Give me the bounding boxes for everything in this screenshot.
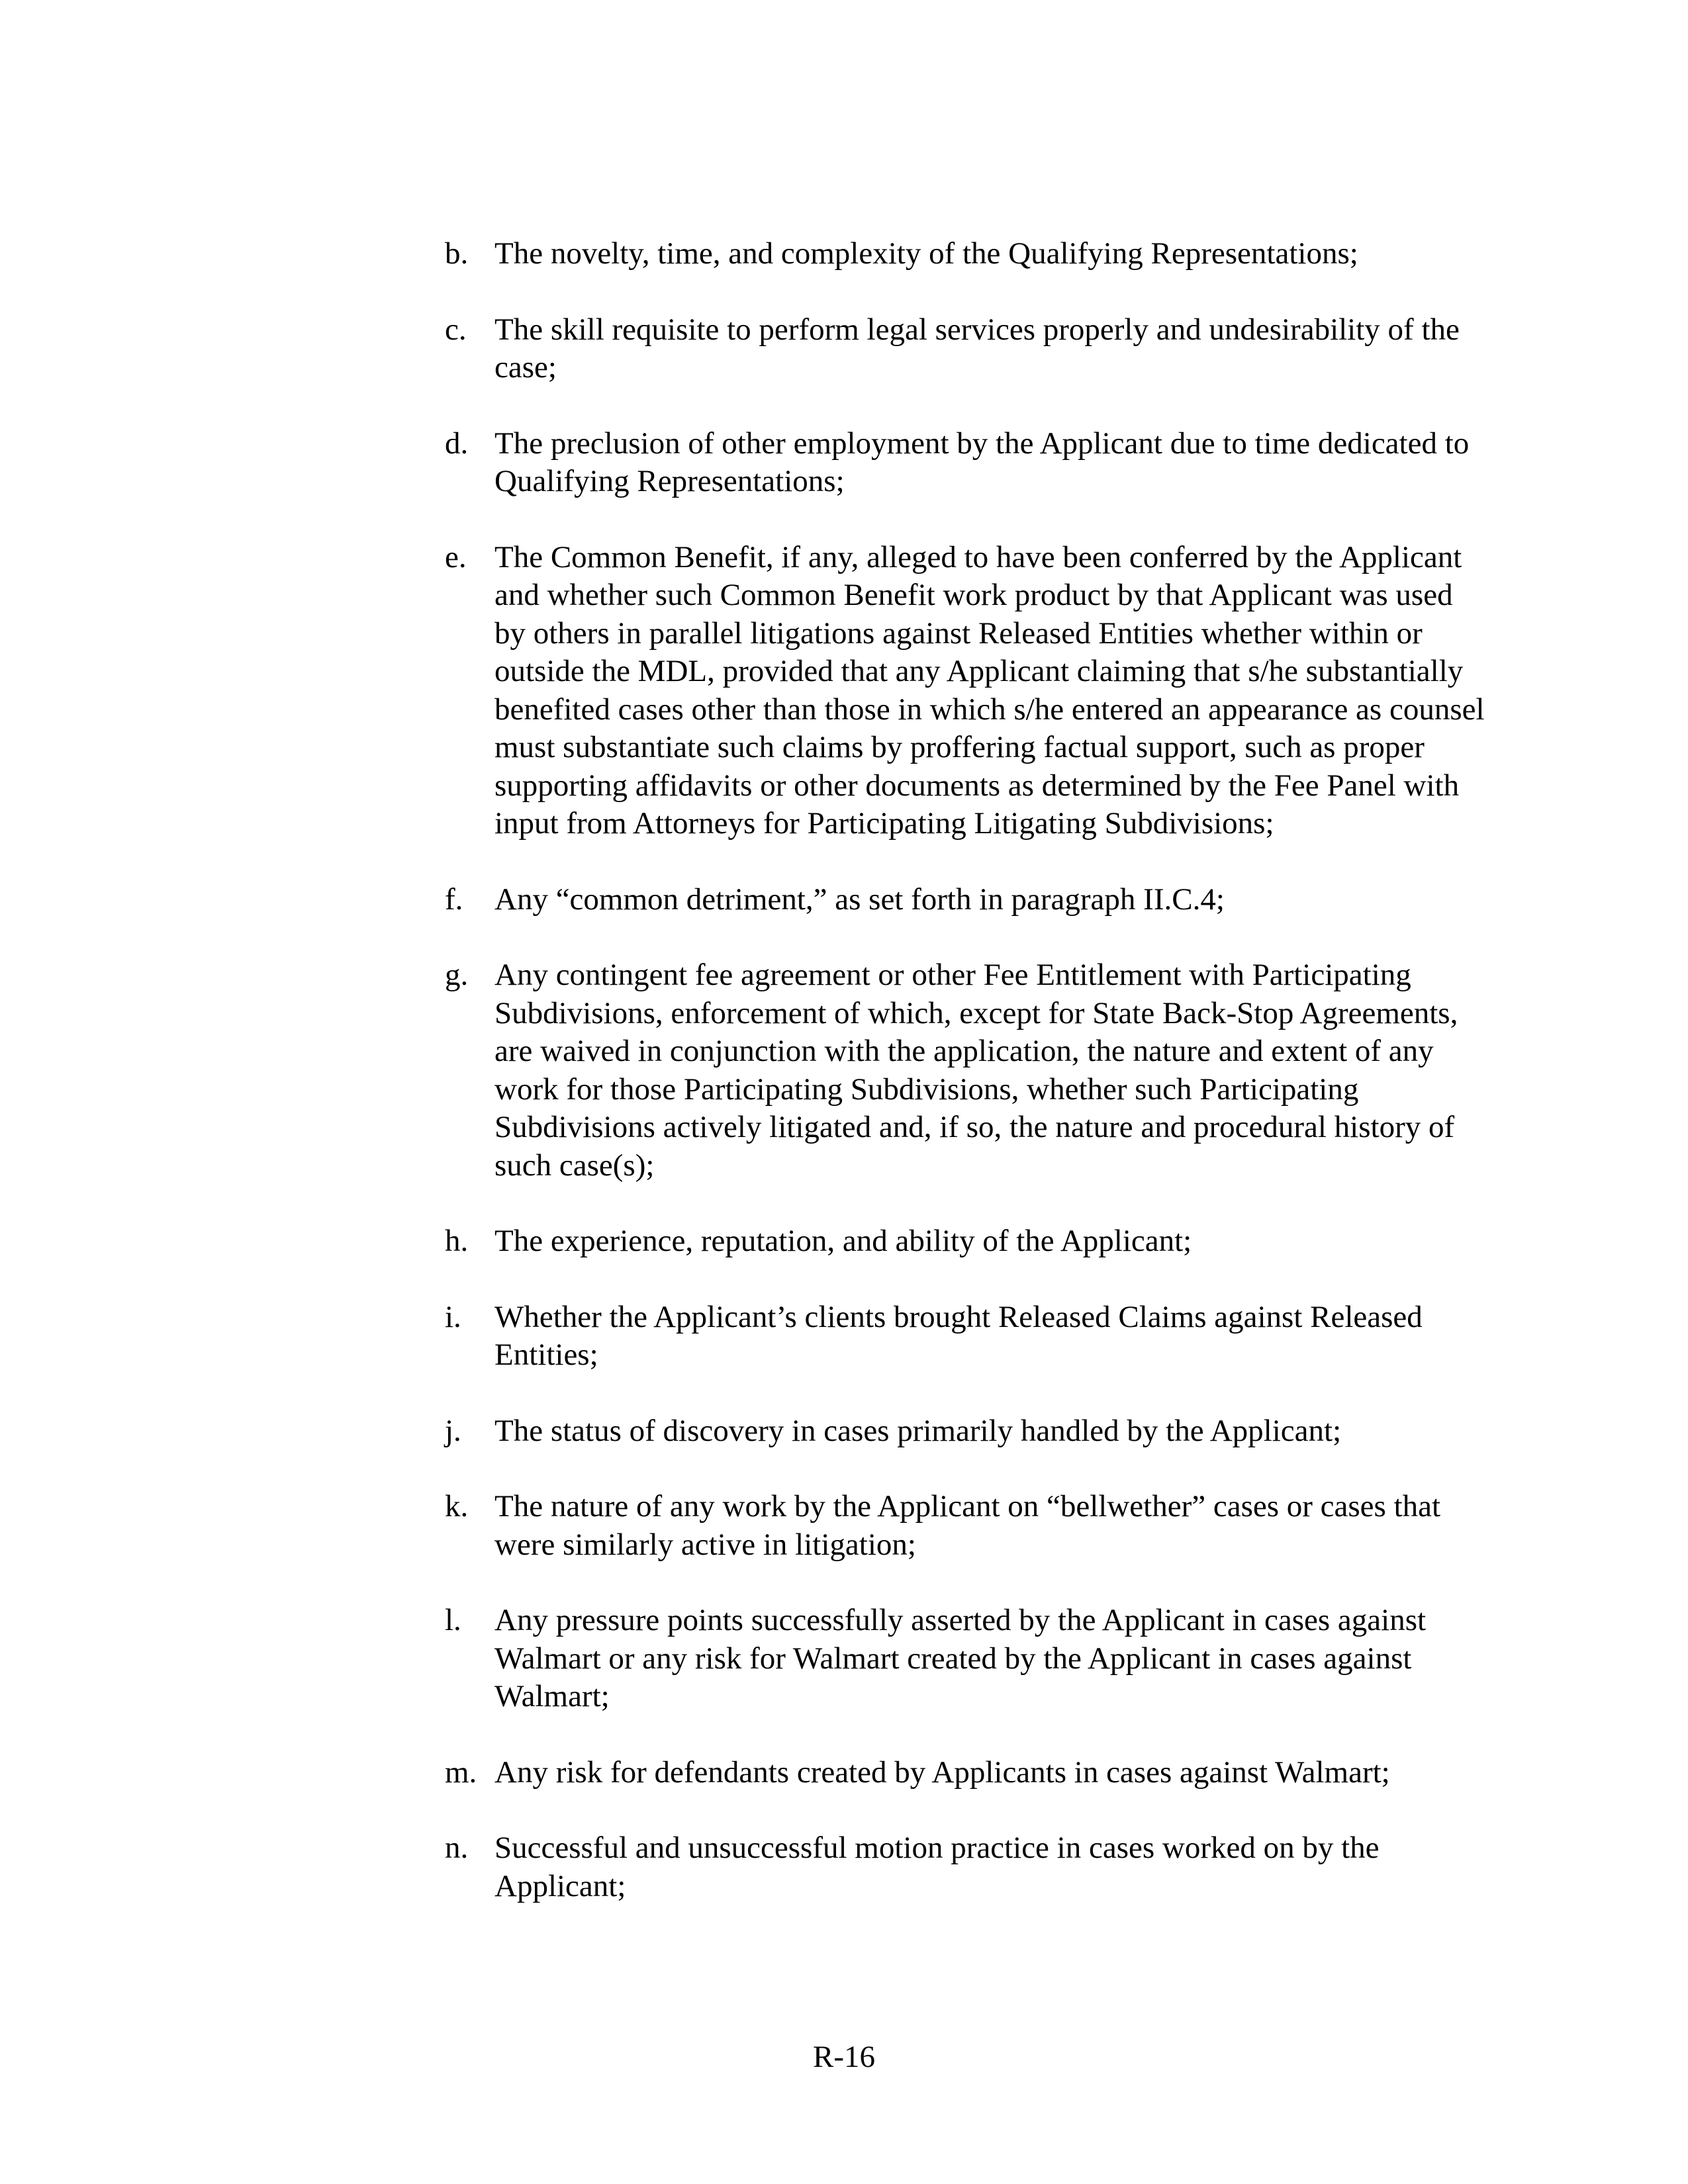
list-item-text: Any “common detriment,” as set forth in paragraph II.C.4;: [494, 882, 1225, 917]
list-item-label: d.: [445, 426, 469, 461]
list-item: [445, 1222, 1491, 1261]
list-item-label: h.: [445, 1224, 469, 1258]
list-item-text: The Common Benefit, if any, alleged to have been conferred by the Applicant and whether such Common Benefit work product by that Applicant was used by others in parallel litigations against Released Entities whether within or outside the MDL, provided that any Applicant claiming that s/he substantially benefited cases other than those in which s/he entered an appearance as counsel must substantiate such claims by proffering factual support, such as proper supporting affidavits or other documents as determined by the Fee Panel with input from Attorneys for Participating Litigating Subdivisions;: [494, 539, 1485, 841]
list-item-label: n.: [445, 1831, 469, 1865]
list-item-text: The skill requisite to perform legal services properly and undesirability of the case;: [494, 312, 1460, 385]
list-item-label: l.: [445, 1603, 461, 1637]
list-item: [445, 1488, 1491, 1564]
list-item-label: g.: [445, 958, 469, 992]
list-item-label: e.: [445, 539, 467, 574]
list-item-text: The experience, reputation, and ability of the Applicant;: [494, 1224, 1192, 1258]
list-item-text: The preclusion of other employment by the Applicant due to time dedicated to Qualifying Representations;: [494, 426, 1470, 498]
list-item-label: b.: [445, 236, 469, 271]
list-item-text: Any contingent fee agreement or other Fee Entitlement with Participating Subdivisions, enforcement of which, except for State Back-Stop Agreements, are waived in conjunction with the application, the nature and extent of any work for those Participating Subdivisions, whether such Participating Subdivisions actively litigated and, if so, the nature and procedural history of such case(s);: [494, 958, 1458, 1183]
list-item: [445, 311, 1491, 387]
list-item: [445, 956, 1491, 1185]
page-number: R-16: [813, 2040, 875, 2074]
list-item: [445, 1602, 1491, 1716]
list-item-text: The status of discovery in cases primarily handled by the Applicant;: [494, 1413, 1342, 1448]
list-item-label: i.: [445, 1299, 461, 1334]
list-item: [445, 425, 1491, 501]
list-item-label: f.: [445, 882, 463, 917]
list-item: [445, 1754, 1491, 1792]
list-item-text: Any risk for defendants created by Applicants in cases against Walmart;: [494, 1754, 1390, 1790]
list-item-text: Successful and unsuccessful motion practice in cases worked on by the Applicant;: [494, 1831, 1380, 1903]
list-item-text: Whether the Applicant’s clients brought Released Claims against Released Entities;: [494, 1299, 1423, 1372]
list-item-label: j.: [445, 1413, 461, 1448]
list-item: [445, 235, 1491, 273]
list-item: [445, 1412, 1491, 1451]
list-item-label: c.: [445, 312, 467, 347]
list-item-text: Any pressure points successfully asserted by the Applicant in cases against Walmart or any risk for Walmart created by the Applicant in cases against Walmart;: [494, 1603, 1427, 1713]
list-item-text: The nature of any work by the Applicant on “bellwether” cases or cases that were similarly active in litigation;: [494, 1489, 1441, 1562]
list-item: [445, 1829, 1491, 1905]
factor-list: [445, 235, 1491, 1943]
list-item: [445, 881, 1491, 919]
list-item-text: The novelty, time, and complexity of the Qualifying Representations;: [494, 236, 1358, 271]
list-item-label: k.: [445, 1489, 469, 1524]
list-item: [445, 1298, 1491, 1375]
list-item-label: m.: [445, 1754, 477, 1790]
list-item: [445, 539, 1491, 843]
